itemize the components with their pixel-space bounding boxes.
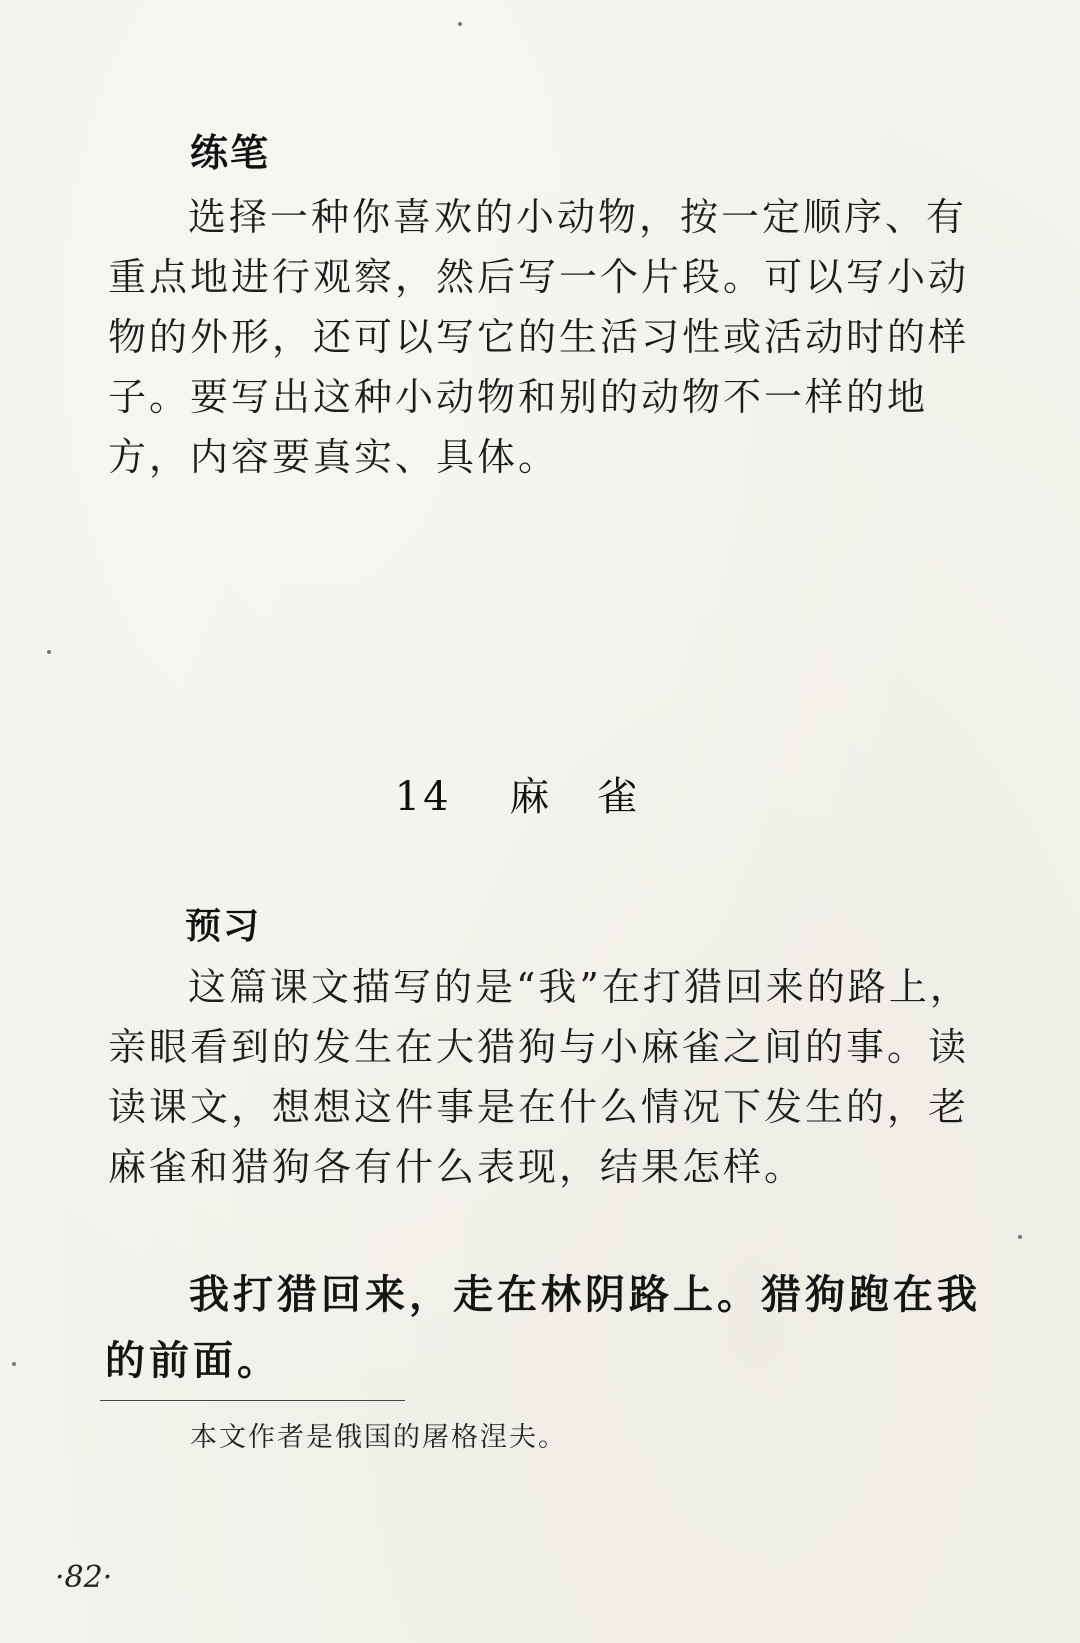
footnote-divider	[100, 1400, 405, 1401]
practice-heading: 练笔	[190, 131, 271, 175]
paper-speck	[458, 22, 462, 26]
footnote: 本文作者是俄国的屠格涅夫。	[190, 1422, 567, 1453]
lesson-title	[0, 765, 1080, 822]
lesson-text-paragraph: 我打猎回来，走在林阴路上。猎狗跑在我的前面。	[105, 1271, 981, 1384]
paper-speck	[47, 650, 51, 654]
lesson-number: 14	[394, 774, 452, 820]
preview-paragraph: 这篇课文描写的是“我”在打猎回来的路上，亲眼看到的发生在大猎狗与小麻雀之间的事。读读课文，想想这件事是在什么情况下发生的，老麻雀和猎狗各有什么表现，结果怎样。	[108, 965, 971, 1189]
practice-paragraph: 选择一种你喜欢的小动物，按一定顺序、有重点地进行观察，然后写一个片段。可以写小动物的外形，还可以写它的生活习性或活动时的样子。要写出这种小动物和别的动物不一样的地方，内容要真实、具体。	[108, 195, 970, 479]
paper-speck	[12, 1362, 16, 1366]
preview-heading: 预习	[185, 906, 262, 947]
lesson-name: 麻雀	[509, 774, 686, 820]
page-number: ·82·	[55, 1560, 113, 1595]
paper-speck	[1018, 1235, 1022, 1239]
